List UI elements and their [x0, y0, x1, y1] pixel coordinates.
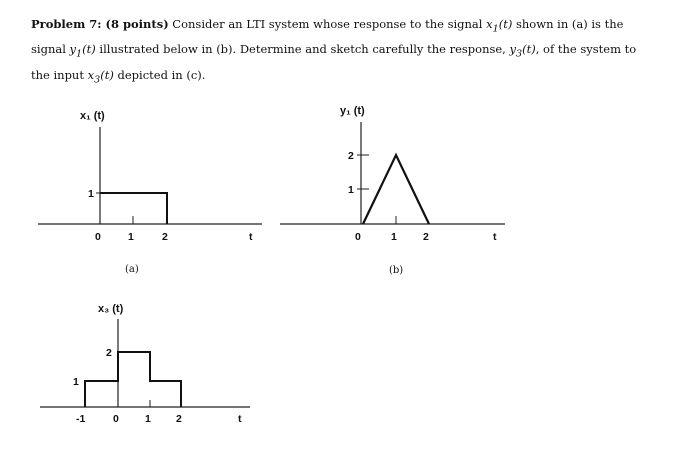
fig-b-xtick-1: 1 [391, 231, 397, 243]
fig-b-xtick-0: 0 [355, 231, 361, 243]
fig-b-ytick-1: 1 [348, 184, 354, 196]
fig-c-xtick-1: 1 [145, 413, 151, 425]
problem-text: shown in (a) is the signal [31, 17, 624, 57]
fig-b-caption: (b) [389, 265, 404, 276]
problem-text: illustrated below in (b). Determine and sketch carefully the response, [95, 42, 510, 57]
figure-a [38, 110, 262, 275]
figure-c [40, 303, 250, 425]
fig-b-signal-line [363, 155, 429, 224]
fig-b-axis-label: t [493, 231, 497, 243]
problem-text: Consider an LTI system whose response to the signal [168, 17, 487, 31]
problem-label: Problem 7: (8 points) [31, 17, 169, 31]
fig-c-xtick-0: 0 [113, 413, 119, 425]
fig-b-title: y₁ (t) [340, 105, 365, 117]
problem-text: , of the system to the input [31, 42, 637, 82]
problem-text: depicted in (c). [113, 67, 206, 82]
fig-a-ytick-1: 1 [88, 188, 94, 200]
fig-a-xtick-0: 0 [95, 231, 101, 243]
fig-c-ytick-1: 1 [73, 376, 79, 388]
fig-a-title: x₁ (t) [80, 110, 105, 122]
fig-a-caption: (a) [125, 264, 139, 275]
fig-a-xtick-2: 2 [162, 231, 168, 243]
signal-x3: $x_3(t)$ [87, 67, 114, 85]
fig-c-xtick-2: 2 [176, 413, 182, 425]
fig-a-axis-label: t [249, 231, 253, 243]
figure-b [280, 105, 505, 276]
signal-y1: $y_1(t)$ [69, 42, 96, 60]
fig-c-ytick-2: 2 [106, 347, 112, 359]
signal-y3: $y_3(t)$ [509, 42, 536, 60]
fig-c-xtick-neg1: -1 [76, 413, 86, 425]
fig-b-ytick-2: 2 [348, 150, 354, 162]
fig-b-xtick-2: 2 [423, 231, 429, 243]
fig-c-axis-label: t [238, 413, 242, 425]
fig-c-signal-line [85, 352, 181, 407]
fig-a-xtick-1: 1 [128, 231, 134, 243]
signal-x1: $x_1(t)$ [486, 17, 513, 35]
fig-c-title: x₃ (t) [98, 303, 124, 315]
